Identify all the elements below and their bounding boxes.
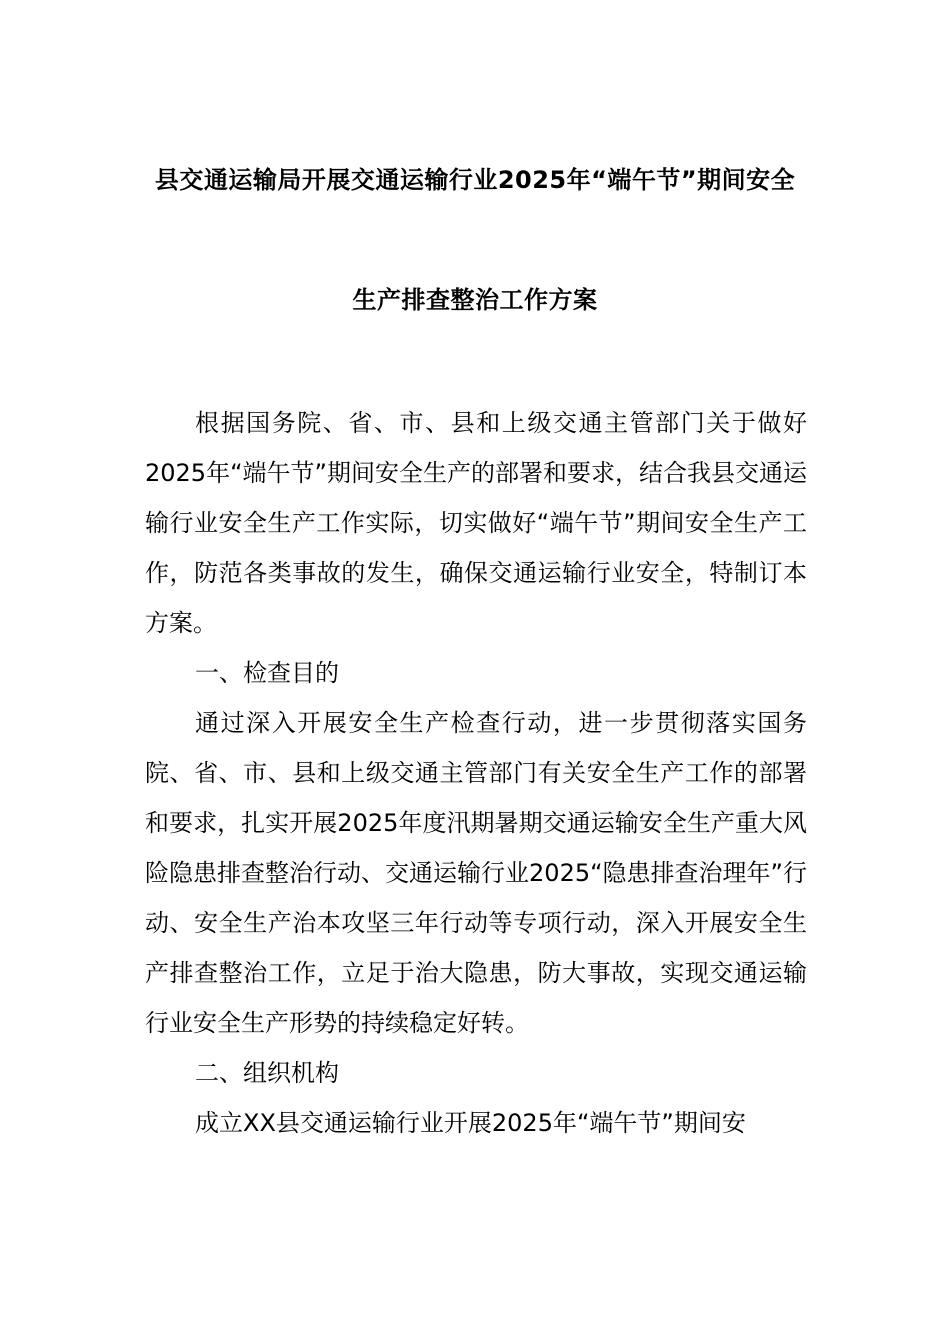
document-body (145, 398, 807, 1148)
section-heading-organization: 二、组织机构 (195, 1059, 339, 1087)
organization-paragraph: 成立XX县交通运输行业开展2025年“端午节”期间安 (195, 1109, 746, 1137)
document-title-line-1: 县交通运输局开展交通运输行业2025年“端午节”期间安全 (154, 166, 796, 194)
section-heading-purpose: 一、检查目的 (195, 659, 339, 687)
purpose-paragraph: 通过深入开展安全生产检查行动，进一步贯彻落实国务院、省、市、县和上级交通主管部门有关安全生产工作的部署和要求，扎实开展2025年度汛期暑期交通运输安全生产重大风险隐患排查整治行动、交通运输行业2025“隐患排查治理年”行动、安全生产治本攻坚三年行动等专项行动，深入开展安全生产排查整治工作，立足于治大隐患，防大事故，实现交通运输行业安全生产形势的持续稳定好转。 (145, 709, 807, 1037)
intro-paragraph: 根据国务院、省、市、县和上级交通主管部门关于做好2025年“端午节”期间安全生产的部署和要求，结合我县交通运输行业安全生产工作实际，切实做好“端午节”期间安全生产工作，防范各类事故的发生，确保交通运输行业安全，特制订本方案。 (145, 409, 807, 637)
document-title-line-2: 生产排查整治工作方案 (352, 286, 598, 314)
